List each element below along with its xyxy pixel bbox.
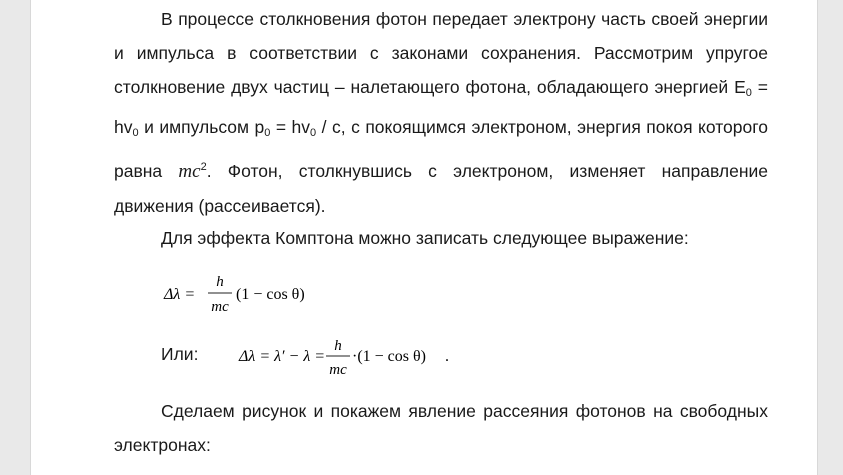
superscript: 2 [200, 161, 207, 173]
formula-rhs: (1 − cos θ) [236, 286, 305, 303]
compton-formula-2-svg [209, 336, 449, 386]
paragraph-text: и импульсом p [138, 117, 265, 137]
formula-numerator: h [334, 338, 342, 354]
formula-denominator: mc [329, 362, 347, 378]
formula-lhs: Δλ = [164, 286, 196, 303]
paragraph-text: В процессе столкновения фотон передает электрону часть своей энергии и импульса в соответствии с законами сохранения. Рассмотрим упругое столкновение двух частиц – налетающего фотона, обладающего энергией E [114, 9, 768, 97]
subscript: 0 [310, 127, 317, 139]
paragraph-text: / c, с покоящимся электроном, энергия покоя которого равна [114, 117, 768, 181]
or-label: Или: [161, 344, 199, 364]
formula-denominator: mc [211, 299, 229, 315]
subscript: 0 [264, 127, 271, 139]
rest-energy-symbol: mc [178, 161, 201, 182]
formula-lhs: Δλ = λ′ − λ = [239, 348, 326, 365]
compton-formula-2 [209, 336, 449, 386]
subscript: 0 [132, 127, 139, 139]
compton-intro-text: Для эффекта Комптона можно записать следующее выражение: [161, 228, 689, 248]
paragraph-text: Сделаем рисунок и покажем явление рассеяния фотонов на свободных электронах: [114, 401, 768, 455]
paragraph-text: = hv [270, 117, 311, 137]
formula-rhs: ·(1 − cos θ) [352, 348, 426, 365]
paragraph-text: . Фотон, столкнувшись с электроном, изменяет направление движения (рассеивается). [114, 161, 768, 216]
compton-formula-1-svg [164, 268, 304, 318]
paragraph-scattering-figure [114, 394, 768, 462]
paragraph-text: = hv [114, 77, 768, 137]
formula-end-period: . [445, 348, 449, 365]
formula-numerator: h [216, 274, 224, 290]
compton-formula-1 [164, 268, 304, 318]
subscript: 0 [745, 87, 752, 99]
paragraph-photon-collision [114, 2, 768, 223]
